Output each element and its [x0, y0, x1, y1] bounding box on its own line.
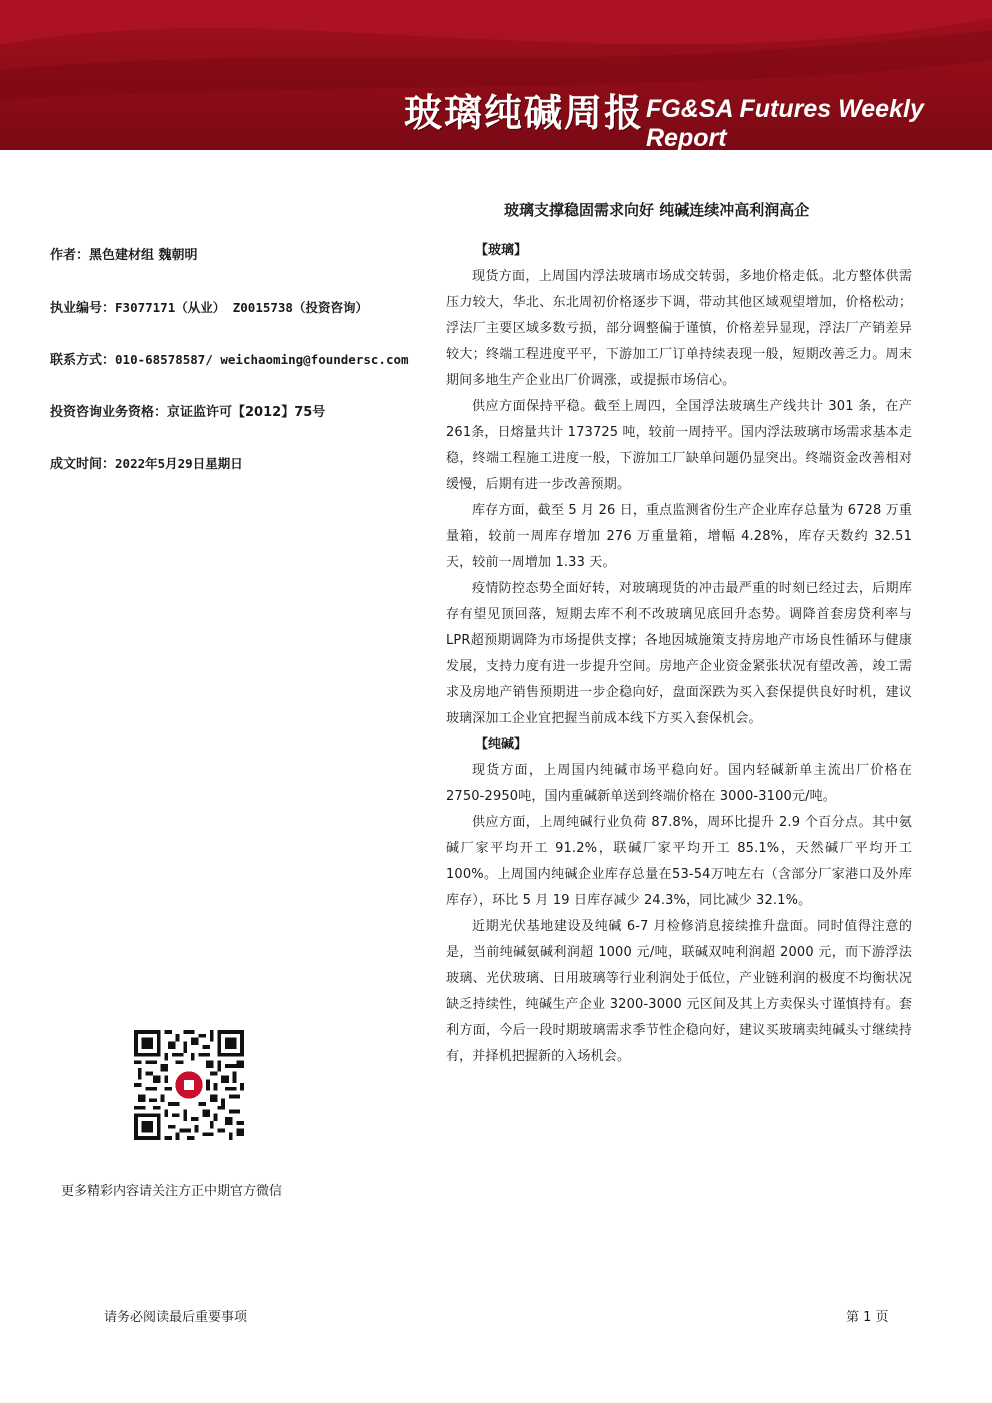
date-label: 成文时间： [50, 457, 116, 472]
banner-title-en: FG&SA Futures Weekly Report [646, 95, 924, 150]
glass-paragraph-outlook: 疫情防控态势全面好转，对玻璃现货的冲击最严重的时刻已经过去，后期库存有望见顶回落，短期去库不利不改玻璃见底回升态势。调降首套房贷利率与LPR超预期调降为市场提供支撑；各地因城施策支持房地产市场良性循环与健康发展，支持力度有进一步提升空间。房地产企业资金紧张状况有望改善，竣工需求及房地产销售预期进一步企稳向好，盘面深跌为买入套保提供良好时机，建议玻璃深加工企业宜把握当前成本线下方买入套保机会。 [446, 581, 912, 726]
contact-value[interactable]: 010-68578587/ weichaoming@foundersc.com [115, 352, 409, 367]
qr-caption: 更多精彩内容请关注方正中期官方微信 [61, 1184, 283, 1199]
license-label: 执业编号： [50, 301, 116, 316]
banner-title-cn: 玻璃纯碱周报 [404, 90, 645, 135]
glass-paragraph-spot: 现货方面，上周国内浮法玻璃市场成交转弱，多地价格走低。北方整体供需压力较大，华北、东北周初价格逐步下调，带动其他区域观望增加，价格松动；浮法厂主要区域多数亏损，部分调整偏于谨慎，价格差异显现，浮法厂产销差异较大；终端工程进度平平，下游加工厂订单持续表现一般，短期改善乏力。周末期间多地生产企业出厂价调涨，或提振市场信心。 [446, 269, 912, 388]
section-title-glass: 【玻璃】 [475, 243, 528, 258]
soda-paragraph-spot: 现货方面，上周国内纯碱市场平稳向好。国内轻碱新单主流出厂价格在2750-2950吨，国内重碱新单送到终端价格在 3000-3100元/吨。 [446, 763, 912, 804]
footer-page-number: 第 1 页 [846, 1310, 889, 1325]
meta-date [50, 453, 243, 472]
glass-paragraph-inventory: 库存方面，截至 5 月 26 日，重点监测省份生产企业库存总量为 6728 万重量箱，较前一周库存增加 276 万重量箱，增幅 4.28%，库存天数约 32.51 天，较前一周增加 1.33 天。 [446, 503, 912, 570]
license-value: F3077171（从业） Z0015738（投资咨询） [115, 300, 368, 315]
report-body [446, 238, 912, 1070]
meta-author [50, 244, 198, 263]
author-label: 作者： [50, 248, 90, 263]
date-value: 2022年5月29日星期日 [115, 456, 243, 471]
qualification-label: 投资咨询业务资格： [50, 405, 168, 420]
header-banner [0, 0, 992, 150]
meta-license [50, 297, 368, 316]
glass-paragraph-supply: 供应方面保持平稳。截至上周四，全国浮法玻璃生产线共计 301 条，在产261条，日熔量共计 173725 吨，较前一周持平。国内浮法玻璃市场需求基本走稳，终端工程施工进度一般，下游加工厂缺单问题仍显突出。终端资金改善相对缓慢，后期有进一步改善预期。 [446, 399, 912, 492]
qualification-value: 京证监许可【2012】75号 [167, 405, 326, 420]
footer-notice: 请务必阅读最后重要事项 [104, 1310, 248, 1325]
contact-label: 联系方式： [50, 353, 116, 368]
wechat-qr-code[interactable] [134, 1030, 244, 1140]
section-title-soda: 【纯碱】 [475, 737, 528, 752]
author-value: 黑色建材组 魏朝明 [89, 248, 198, 263]
meta-contact [50, 349, 409, 368]
soda-paragraph-outlook: 近期光伏基地建设及纯碱 6-7 月检修消息接续推升盘面。同时值得注意的是，当前纯碱氨碱利润超 1000 元/吨，联碱双吨利润超 2000 元，而下游浮法玻璃、光伏玻璃、日用玻璃等行业利润处于低位，产业链利润的极度不均衡状况缺乏持续性，纯碱生产企业 3200-3000 元区间及其上方卖保头寸谨慎持有。套利方面，今后一段时期玻璃需求季节性企稳向好，建议买玻璃卖纯碱头寸继续持有，并择机把握新的入场机会。 [446, 919, 912, 1064]
meta-qualification [50, 401, 325, 420]
report-headline: 玻璃支撑稳固需求向好 纯碱连续冲高利润高企 [504, 201, 810, 219]
soda-paragraph-supply: 供应方面，上周纯碱行业负荷 87.8%，周环比提升 2.9 个百分点。其中氨碱厂家平均开工 91.2%，联碱厂家平均开工 85.1%，天然碱厂平均开工 100%。上周国内纯碱企业库存总量在53-54万吨左右（含部分厂家港口及外库库存），环比 5 月 19 日库存减少 24.3%，同比减少 32.1%。 [446, 815, 913, 908]
